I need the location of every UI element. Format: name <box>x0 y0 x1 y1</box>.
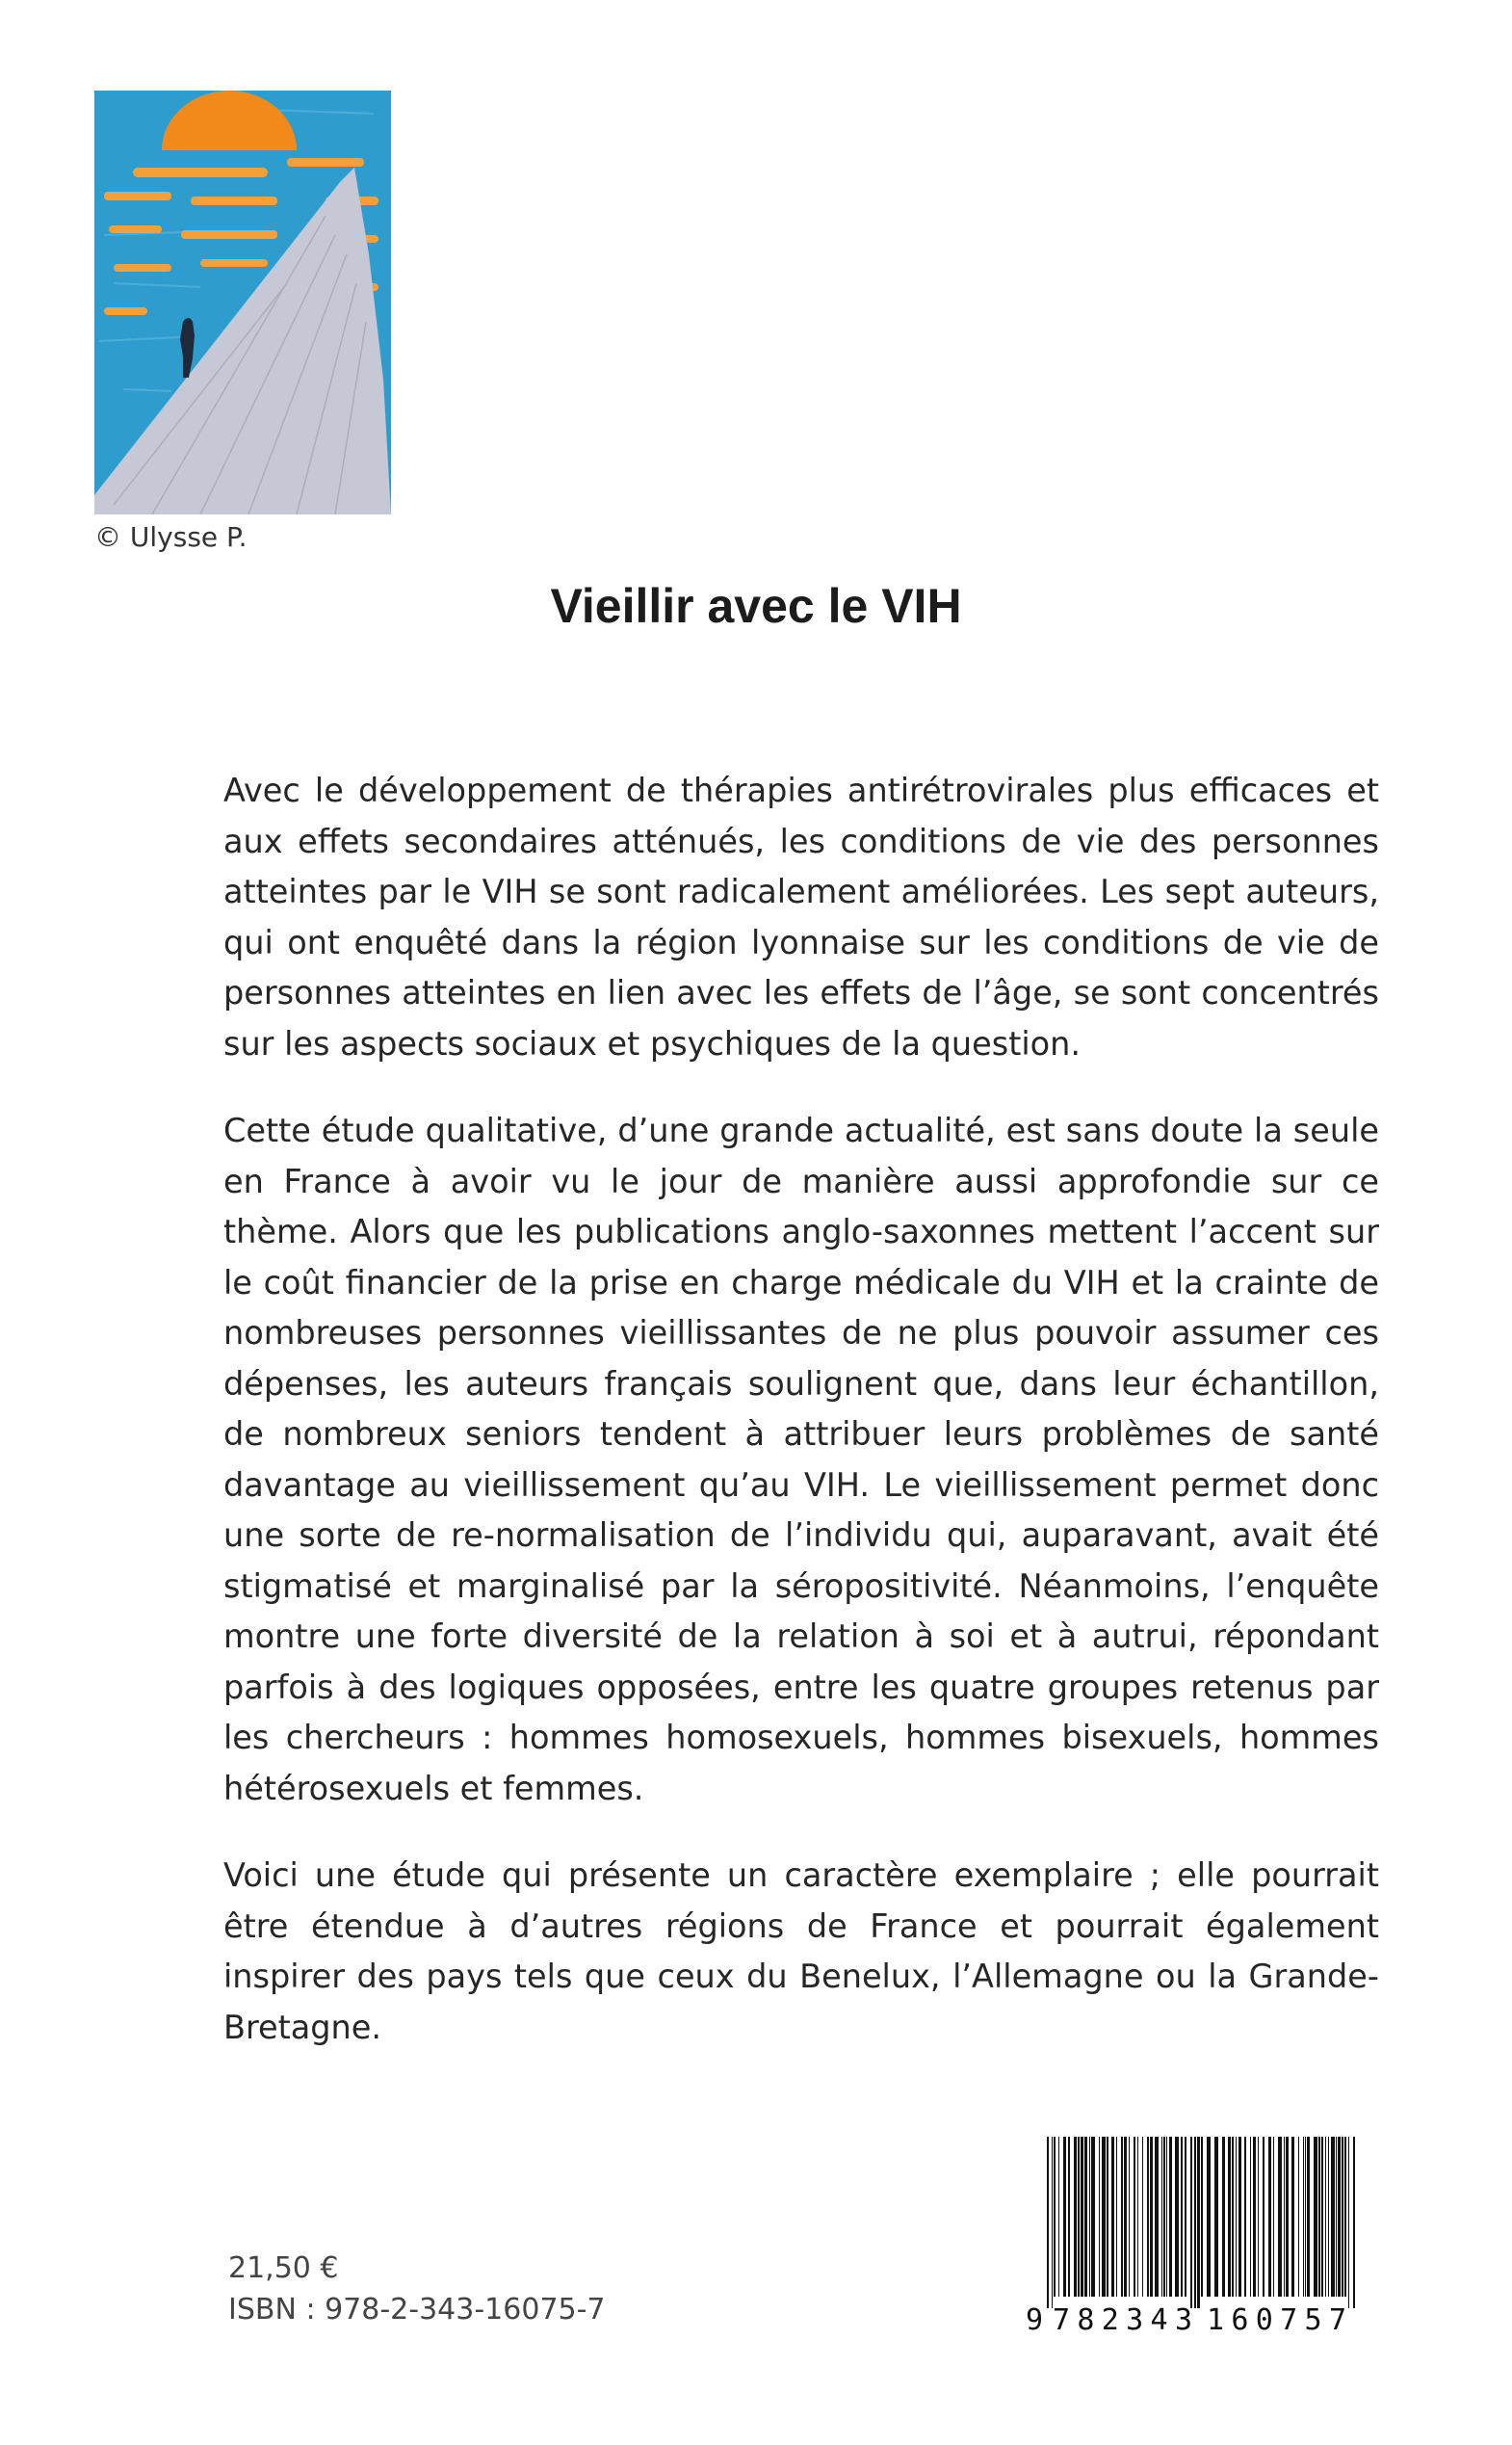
barcode-bar <box>1074 2137 1077 2297</box>
page-title: Vieillir avec le VIH <box>550 579 962 633</box>
barcode-bar <box>1052 2137 1053 2308</box>
barcode-bar <box>1068 2137 1070 2297</box>
image-credit: © Ulysse P. <box>94 521 248 553</box>
barcode-bar <box>1214 2137 1218 2297</box>
barcode-bar <box>1129 2137 1130 2297</box>
barcode-bar <box>1278 2137 1282 2297</box>
barcode-bar <box>1175 2137 1179 2297</box>
barcode-bar <box>1194 2137 1196 2308</box>
barcode-bar <box>1137 2137 1138 2297</box>
mountain-sunset-illustration <box>94 91 391 514</box>
barcode-bar <box>1331 2137 1335 2297</box>
barcode-bar <box>1058 2137 1059 2297</box>
barcode-bar <box>1253 2137 1256 2297</box>
barcode-bar <box>1342 2137 1343 2297</box>
barcode-bar <box>1236 2137 1237 2297</box>
barcode-bar <box>1250 2137 1251 2297</box>
paragraph-3: Voici une étude qui présente un caractère exemplaire ; elle pourrait être étendue à d’autres régions de France et pourrait également inspirer des pays tels que ceux du Benelux, l’Allemagne ou la Grande-Bretagne. <box>223 1856 1379 2046</box>
barcode-bar <box>1291 2137 1294 2297</box>
barcode-bar <box>1142 2137 1143 2297</box>
barcode-bar <box>1054 2137 1056 2297</box>
barcode-bar <box>1244 2137 1246 2297</box>
barcode-bar <box>1121 2137 1123 2297</box>
barcode-bar <box>1102 2137 1106 2297</box>
cover-illustration <box>94 91 391 514</box>
barcode-bar <box>1181 2137 1183 2297</box>
barcode-bar <box>1338 2137 1341 2297</box>
barcode-digit-lead: 9 <box>1026 2303 1044 2334</box>
barcode-bar <box>1307 2137 1310 2297</box>
barcode-bar <box>1336 2137 1337 2297</box>
barcode-bar <box>1150 2137 1153 2297</box>
barcode-bar <box>1190 2137 1192 2308</box>
barcode-bar <box>1238 2137 1241 2297</box>
barcode-bar <box>1116 2137 1117 2297</box>
barcode-bar <box>1147 2137 1149 2297</box>
barcode-bar <box>1084 2137 1087 2297</box>
barcode-bar <box>1284 2137 1285 2297</box>
barcode-bar <box>1263 2137 1264 2297</box>
barcode-bar <box>1286 2137 1289 2297</box>
barcode-bar <box>1328 2137 1329 2297</box>
barcode-bar <box>1169 2137 1172 2297</box>
barcode-bar <box>1298 2137 1299 2297</box>
barcode-bar <box>1081 2137 1083 2297</box>
barcode-bar <box>1258 2137 1259 2297</box>
barcode-bar <box>1268 2137 1271 2297</box>
barcode-bar <box>1348 2137 1349 2308</box>
barcode-bar <box>1228 2137 1231 2297</box>
price: 21,50 € <box>228 2251 339 2285</box>
barcode-bar <box>1166 2137 1167 2297</box>
barcode-bar <box>1111 2137 1114 2297</box>
barcode-bar <box>1207 2137 1211 2297</box>
barcode-bar <box>1197 2137 1200 2308</box>
barcode-bar <box>1303 2137 1304 2297</box>
barcode-bar <box>1314 2137 1317 2297</box>
barcode-bar <box>1124 2137 1127 2297</box>
barcode-bar <box>1325 2137 1326 2297</box>
barcode-bar <box>1232 2137 1234 2297</box>
barcode-icon <box>1024 2137 1370 2334</box>
barcode-bar <box>1161 2137 1162 2297</box>
barcode-bar <box>1047 2137 1049 2308</box>
isbn: ISBN : 978-2-343-16075-7 <box>228 2293 606 2327</box>
barcode-bar <box>1155 2137 1159 2297</box>
barcode-bar <box>1107 2137 1108 2297</box>
barcode-bar <box>1318 2137 1320 2297</box>
barcode-digits-right: 160757 <box>1207 2303 1346 2334</box>
barcode-bar <box>1078 2137 1080 2297</box>
barcode-bar <box>1091 2137 1095 2297</box>
barcode-bar <box>1134 2137 1135 2297</box>
barcode-bar <box>1201 2137 1203 2297</box>
barcode-bar <box>1099 2137 1100 2297</box>
barcode-bar <box>1273 2137 1274 2297</box>
barcode-bar <box>1185 2137 1186 2297</box>
barcode-bar <box>1222 2137 1225 2297</box>
paragraph-1: Avec le développement de thérapies antirétrovirales plus efficaces et aux effets secondaires atténués, les conditions de vie des personnes atteintes par le VIH se sont radicalement améliorées. Les sept auteurs, qui ont enquêté dans la région lyonnaise sur les conditions de vie de personnes atteintes en lien avec les effets de l’âge, se sont concentrés sur les aspects sociaux et psychiques de la question. <box>223 772 1379 1063</box>
barcode-bar <box>1321 2137 1323 2297</box>
barcode-digits-left: 782343 <box>1053 2303 1192 2334</box>
barcode-bar <box>1305 2137 1306 2297</box>
barcode-bar <box>1063 2137 1066 2297</box>
barcode-bar <box>1344 2137 1346 2297</box>
paragraph-2: Cette étude qualitative, d’une grande actualité, est sans doute la seule en France à avoir vu le jour de manière aussi approfondie sur ce thème. Alors que les publications anglo-saxonnes mettent l’accent sur le coût financier de la prise en charge médicale du VIH et la crainte de nombreuses personnes vieillissantes de ne plus pouvoir assumer ces dépenses, les auteurs français soulignent que, dans leur échantillon, de nombreux seniors tendent à attribuer leurs problèmes de santé davantage au vieillissement qu’au VIH. Le vieillissement permet donc une sorte de re-normalisation de l’individu qui, auparavant, avait été stigmatisé et marginalisé par la séropositivité. Néanmoins, l’enquête montre une forte diversité de la relation à soi et à autrui, répondant parfois à des logiques opposées, entre les quatre groupes retenus par les chercheurs : hommes homosexuels, hommes bisexuels, hommes hétérosexuels et femmes. <box>223 1112 1379 1807</box>
barcode-bar <box>1163 2137 1165 2297</box>
barcode-bar <box>1089 2137 1090 2297</box>
description <box>223 766 1379 2090</box>
barcode-bar <box>1353 2137 1355 2308</box>
